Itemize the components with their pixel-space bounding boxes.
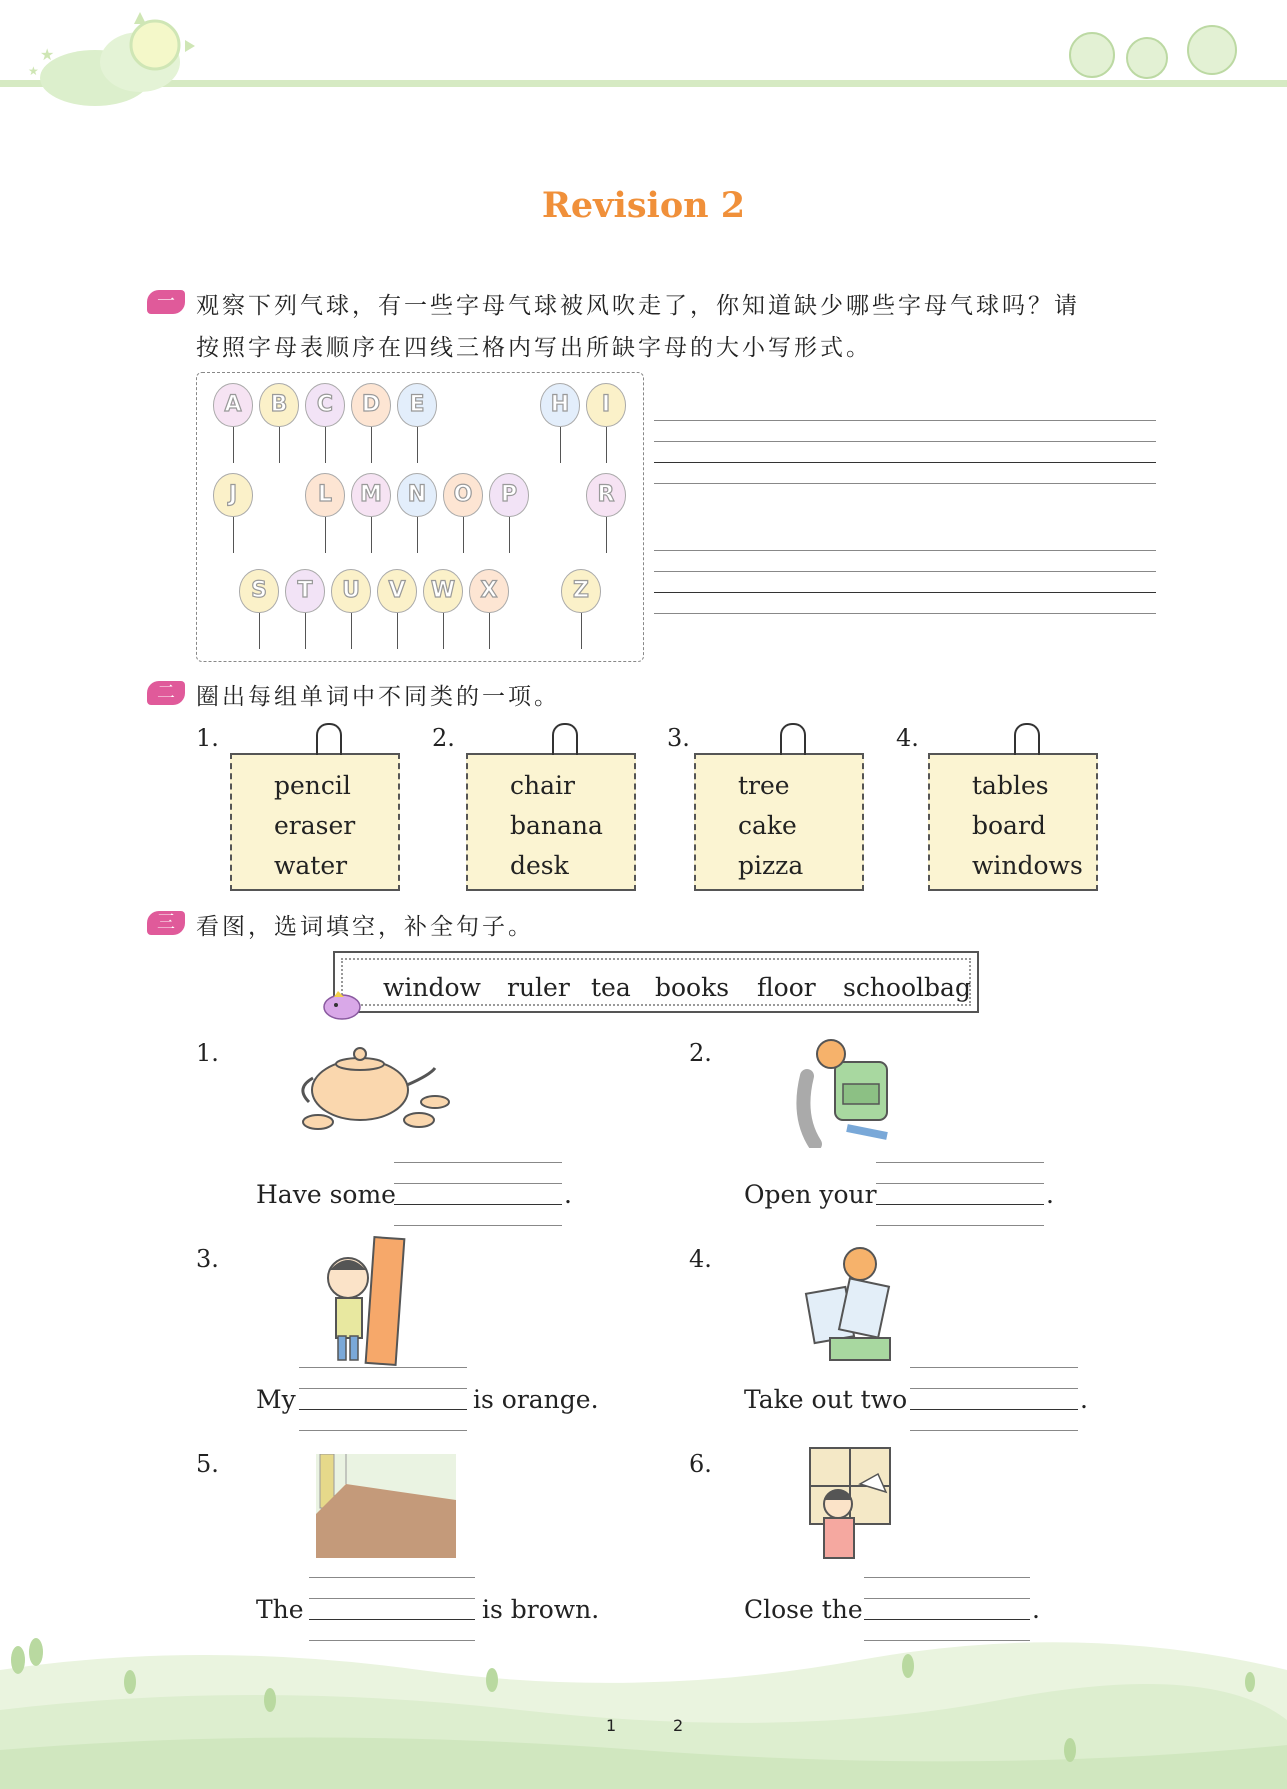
- section-badge-2: 二: [147, 681, 185, 705]
- answer-blank-2[interactable]: [876, 1162, 1044, 1228]
- girl-window-icon: [800, 1444, 900, 1570]
- item-number-5: 5.: [196, 1450, 219, 1478]
- sentence-2-after: .: [1046, 1180, 1054, 1209]
- pig-face-icon: [1188, 26, 1236, 74]
- group-number-2: 2.: [432, 724, 455, 752]
- section1-instruction-line1: 观察下列气球，有一些字母气球被风吹走了，你知道缺少哪些字母气球吗？请: [196, 293, 1080, 319]
- card-word[interactable]: eraser: [274, 811, 356, 840]
- card-word[interactable]: tree: [738, 771, 790, 800]
- balloon-h: H: [540, 383, 580, 427]
- group-number-1: 1.: [196, 724, 219, 752]
- balloon-t: T: [285, 569, 325, 613]
- cat-face-icon: [1070, 33, 1114, 77]
- tiger-schoolbag-icon: [787, 1036, 905, 1148]
- word-bank-item: floor: [757, 973, 816, 1002]
- sentence-4-before: Take out two: [744, 1385, 908, 1414]
- balloon-string: [606, 427, 607, 463]
- card-word[interactable]: chair: [510, 771, 575, 800]
- group-number-4: 4.: [896, 724, 919, 752]
- balloon-panel: [196, 372, 644, 662]
- balloon-string: [259, 613, 260, 649]
- star-icon: ★: [28, 64, 39, 78]
- header-art: [0, 0, 1287, 110]
- balloon-string: [606, 517, 607, 553]
- item-number-6: 6.: [689, 1450, 712, 1478]
- sentence-6-before: Close the: [744, 1595, 863, 1624]
- balloon-v: V: [377, 569, 417, 613]
- card-word[interactable]: pencil: [274, 771, 351, 800]
- sun-ray-icon: [185, 40, 195, 52]
- balloon-string: [233, 427, 234, 463]
- card-word[interactable]: cake: [738, 811, 797, 840]
- sun-icon: [131, 21, 179, 69]
- balloon-u: U: [331, 569, 371, 613]
- item-number-1: 1.: [196, 1039, 219, 1067]
- section1-instruction-line2: 按照字母表顺序在四线三格内写出所缺字母的大小写形式。: [196, 335, 872, 361]
- balloon-string: [509, 517, 510, 553]
- balloon-string: [560, 427, 561, 463]
- balloon-string: [489, 613, 490, 649]
- header-band: [0, 80, 1287, 87]
- word-bank: [333, 951, 979, 1013]
- page-number-left: 1: [606, 1716, 617, 1735]
- hook-icon: [780, 723, 806, 755]
- word-bank-item: ruler: [507, 973, 570, 1002]
- balloon-b: B: [259, 383, 299, 427]
- card-word[interactable]: tables: [972, 771, 1049, 800]
- item-number-2: 2.: [689, 1039, 712, 1067]
- balloon-e: E: [397, 383, 437, 427]
- bear-face-icon: [1127, 38, 1167, 78]
- card-word[interactable]: water: [274, 851, 348, 880]
- item-number-3: 3.: [196, 1245, 219, 1273]
- section3-instruction: 看图，选词填空，补全句子。: [196, 914, 534, 940]
- floor-icon: [316, 1454, 456, 1558]
- balloon-string: [325, 517, 326, 553]
- balloon-string: [325, 427, 326, 463]
- balloon-j: J: [213, 473, 253, 517]
- card-word[interactable]: pizza: [738, 851, 804, 880]
- balloon-string: [371, 517, 372, 553]
- balloon-string: [371, 427, 372, 463]
- tree-icon: [11, 1646, 25, 1674]
- balloon-d: D: [351, 383, 391, 427]
- balloon-p: P: [489, 473, 529, 517]
- balloon-string: [397, 613, 398, 649]
- header-decoration: [0, 0, 1287, 110]
- sentence-4-after: .: [1080, 1385, 1088, 1414]
- balloon-r: R: [586, 473, 626, 517]
- answer-blank-3[interactable]: [299, 1367, 467, 1433]
- card-word[interactable]: banana: [510, 811, 603, 840]
- section-badge-1: 一: [147, 290, 185, 314]
- tree-icon: [124, 1670, 136, 1694]
- balloon-string: [305, 613, 306, 649]
- teapot-icon: [295, 1040, 460, 1135]
- card-word[interactable]: windows: [972, 851, 1083, 880]
- bird-icon: [320, 985, 364, 1021]
- balloon-x: X: [469, 569, 509, 613]
- balloon-string: [233, 517, 234, 553]
- tree-icon: [264, 1688, 276, 1712]
- hook-icon: [1014, 723, 1040, 755]
- section-badge-3: 三: [147, 911, 185, 935]
- tree-icon: [1245, 1672, 1255, 1692]
- sentence-3-before: My: [256, 1385, 296, 1414]
- sentence-5-after: is brown.: [482, 1595, 600, 1624]
- writing-grid-1[interactable]: [654, 420, 1156, 486]
- sentence-1-after: .: [564, 1180, 572, 1209]
- footer-hills: [0, 1630, 1287, 1789]
- sentence-2-before: Open your: [744, 1180, 877, 1209]
- card-word[interactable]: board: [972, 811, 1046, 840]
- sentence-1-before: Have some: [256, 1180, 396, 1209]
- word-card-4: [928, 753, 1098, 891]
- word-bank-item: tea: [591, 973, 631, 1002]
- word-card-1: [230, 753, 400, 891]
- hook-icon: [316, 723, 342, 755]
- writing-grid-2[interactable]: [654, 550, 1156, 616]
- balloon-string: [463, 517, 464, 553]
- tree-icon: [486, 1668, 498, 1692]
- sentence-3-after: is orange.: [473, 1385, 599, 1414]
- card-word[interactable]: desk: [510, 851, 569, 880]
- balloon-w: W: [423, 569, 463, 613]
- sun-ray-icon: [134, 12, 146, 24]
- star-icon: ★: [40, 45, 55, 64]
- balloon-string: [417, 427, 418, 463]
- balloon-n: N: [397, 473, 437, 517]
- word-bank-item: schoolbag: [843, 973, 971, 1002]
- tree-icon: [29, 1638, 43, 1666]
- group-number-3: 3.: [667, 724, 690, 752]
- balloon-o: O: [443, 473, 483, 517]
- balloon-z: Z: [561, 569, 601, 613]
- sentence-5-before: The: [256, 1595, 304, 1624]
- tree-icon: [1064, 1738, 1076, 1762]
- word-bank-item: books: [655, 973, 730, 1002]
- word-card-3: [694, 753, 864, 891]
- answer-blank-4[interactable]: [910, 1367, 1078, 1433]
- sentence-6-after: .: [1032, 1595, 1040, 1624]
- balloon-l: L: [305, 473, 345, 517]
- page-title: Revision 2: [541, 185, 746, 226]
- balloon-string: [443, 613, 444, 649]
- balloon-string: [351, 613, 352, 649]
- balloon-string: [581, 613, 582, 649]
- word-bank-item: window: [383, 973, 481, 1002]
- hook-icon: [552, 723, 578, 755]
- balloon-i: I: [586, 383, 626, 427]
- balloon-string: [417, 517, 418, 553]
- boy-ruler-icon: [318, 1236, 416, 1366]
- section2-instruction: 圈出每组单词中不同类的一项。: [196, 684, 560, 710]
- tiger-books-icon: [790, 1242, 902, 1362]
- item-number-4: 4.: [689, 1245, 712, 1273]
- word-card-2: [466, 753, 636, 891]
- balloon-m: M: [351, 473, 391, 517]
- answer-blank-1[interactable]: [394, 1162, 562, 1228]
- balloon-string: [279, 427, 280, 463]
- balloon-a: A: [213, 383, 253, 427]
- page-number-right: 2: [673, 1716, 684, 1735]
- tree-icon: [902, 1654, 914, 1678]
- balloon-s: S: [239, 569, 279, 613]
- balloon-c: C: [305, 383, 345, 427]
